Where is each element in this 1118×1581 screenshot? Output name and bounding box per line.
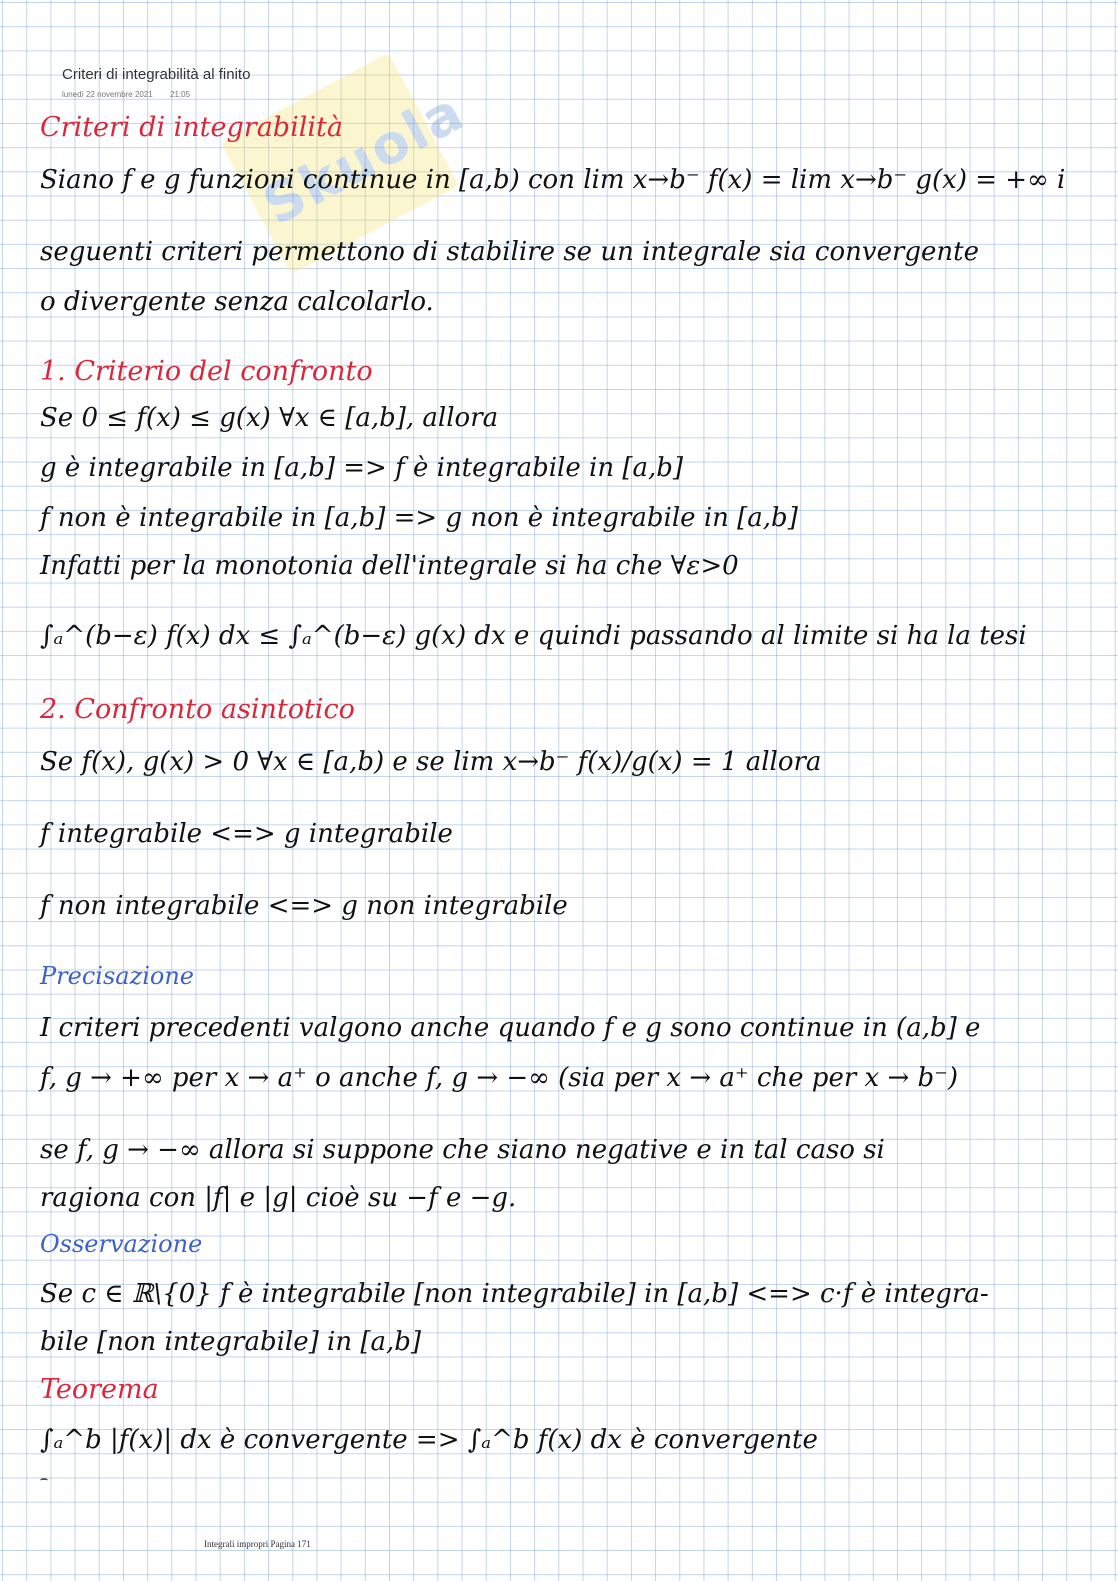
page-date: lunedì 22 novembre 2021	[62, 90, 153, 99]
note-line: f, g → +∞ per x → a⁺ o anche f, g → −∞ (sia per x → a⁺ che per x → b⁻)	[40, 1063, 959, 1093]
note-line: Se c ∈ ℝ\{0} f è integrabile [non integrabile] in [a,b] <=> c·f è integra-	[40, 1279, 989, 1309]
note-line: f integrabile <=> g integrabile	[40, 819, 453, 849]
note-line: Se 0 ≤ f(x) ≤ g(x) ∀x ∈ [a,b], allora	[40, 403, 499, 433]
page-footer: Integrali impropri Pagina 171	[204, 1539, 311, 1549]
heading-confronto-asintotico: 2. Confronto asintotico	[40, 694, 355, 725]
note-line: I criteri precedenti valgono anche quando f e g sono continue in (a,b] e	[40, 1013, 981, 1043]
note-line: se f, g → −∞ allora si suppone che siano negative e in tal caso si	[40, 1135, 885, 1165]
note-line: seguenti criteri permettono di stabilire se un integrale sia convergente	[40, 237, 980, 267]
note-line: f non è integrabile in [a,b] => g non è integrabile in [a,b]	[40, 503, 798, 533]
note-line: ragiona con |f| e |g| cioè su −f e −g.	[40, 1183, 517, 1213]
note-line: Se f(x), g(x) > 0 ∀x ∈ [a,b) e se lim x→b⁻ f(x)/g(x) = 1 allora	[40, 747, 822, 777]
subheading-osservazione: Osservazione	[40, 1230, 203, 1258]
note-line: ∫ₐ^(b−ε) f(x) dx ≤ ∫ₐ^(b−ε) g(x) dx e quindi passando al limite si ha la tesi	[40, 621, 1027, 651]
note-line: f non integrabile <=> g non integrabile	[40, 891, 568, 921]
stray-pen-mark	[40, 1478, 48, 1483]
note-line: bile [non integrabile] in [a,b]	[40, 1327, 422, 1357]
note-line: o divergente senza calcolarlo.	[40, 287, 434, 317]
heading-teorema: Teorema	[40, 1374, 159, 1405]
note-line: Siano f e g funzioni continue in [a,b) con lim x→b⁻ f(x) = lim x→b⁻ g(x) = +∞ i	[40, 165, 1066, 195]
note-line: ∫ₐ^b |f(x)| dx è convergente => ∫ₐ^b f(x) dx è convergente	[40, 1425, 818, 1455]
watermark-logo-text: Skuola	[252, 79, 475, 238]
page-time: 21:05	[170, 90, 191, 99]
heading-criterio-confronto: 1. Criterio del confronto	[40, 356, 373, 387]
note-line: Infatti per la monotonia dell'integrale si ha che ∀ε>0	[40, 551, 739, 581]
note-line: g è integrabile in [a,b] => f è integrabile in [a,b]	[40, 453, 684, 483]
subheading-precisazione: Precisazione	[40, 962, 194, 990]
page-title: Criteri di integrabilità al finito	[62, 66, 251, 83]
heading-criteri: Criteri di integrabilità	[40, 112, 343, 143]
